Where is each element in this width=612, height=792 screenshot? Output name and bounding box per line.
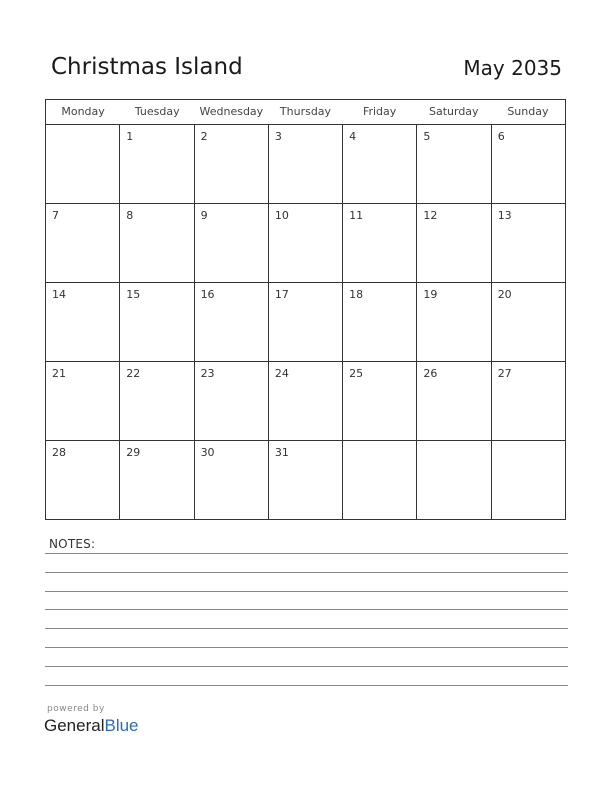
day-number: 7 (52, 209, 59, 222)
day-cell (46, 283, 120, 361)
notes-line (45, 666, 568, 667)
notes-label: NOTES: (49, 537, 96, 551)
day-cell (120, 125, 194, 203)
day-cell (343, 441, 417, 519)
day-number: 26 (423, 367, 438, 380)
day-number: 5 (423, 130, 431, 143)
day-cell (195, 362, 269, 440)
notes-line (45, 685, 568, 686)
notes-line (45, 553, 568, 554)
weekday-header (46, 100, 565, 125)
day-number: 4 (349, 130, 357, 143)
notes-line (45, 628, 568, 629)
day-cell (120, 441, 194, 519)
week-row (46, 283, 565, 362)
day-number: 2 (200, 130, 208, 143)
day-number: 20 (497, 288, 512, 301)
day-cell (269, 204, 343, 282)
day-number: 21 (52, 367, 66, 380)
day-cell (343, 283, 417, 361)
day-cell (492, 362, 565, 440)
weekday-monday: Monday (61, 105, 105, 118)
day-cell (492, 204, 565, 282)
day-cell (195, 283, 269, 361)
day-number: 15 (126, 288, 141, 301)
brand-general: General (44, 716, 105, 735)
weekday-thursday: Thursday (279, 105, 332, 118)
weekday-tuesday: Tuesday (134, 105, 180, 118)
notes-line (45, 591, 568, 592)
weekday-saturday: Saturday (428, 105, 479, 118)
week-row (46, 362, 565, 441)
day-number: 14 (52, 288, 66, 301)
day-number: 24 (274, 367, 289, 380)
day-number: 17 (274, 288, 289, 301)
weekday-friday: Friday (362, 105, 397, 118)
day-number: 27 (497, 367, 512, 380)
day-cell (417, 125, 491, 203)
day-cell (269, 362, 343, 440)
calendar-grid (45, 99, 566, 520)
day-cell (195, 204, 269, 282)
generalblue-logo (44, 716, 139, 736)
day-cell (343, 362, 417, 440)
day-cell (195, 441, 269, 519)
day-cell (343, 125, 417, 203)
day-cell (46, 125, 120, 203)
notes-line (45, 609, 568, 610)
brand-blue: Blue (104, 716, 139, 735)
day-number: 30 (200, 446, 215, 459)
calendar-title: Christmas Island (51, 54, 243, 80)
day-number: 3 (274, 130, 282, 143)
day-cell (46, 362, 120, 440)
day-cell (492, 125, 565, 203)
weekday-sunday: Sunday (507, 105, 549, 118)
day-number: 9 (200, 209, 208, 222)
day-cell (343, 204, 417, 282)
notes-line (45, 647, 568, 648)
month-year: May 2035 (463, 56, 562, 80)
day-cell (492, 441, 565, 519)
day-number: 10 (274, 209, 289, 222)
week-row (46, 204, 565, 283)
notes-line (45, 572, 568, 573)
powered-by-text: powered by (47, 704, 105, 714)
day-number: 6 (497, 130, 505, 143)
day-cell (46, 441, 120, 519)
day-number: 18 (349, 288, 364, 301)
day-number: 1 (126, 130, 134, 143)
week-row (46, 441, 565, 519)
week-row (46, 125, 565, 204)
day-cell (46, 204, 120, 282)
day-number: 31 (274, 446, 289, 459)
day-number: 22 (126, 367, 141, 380)
day-number: 23 (200, 367, 215, 380)
day-number: 28 (52, 446, 66, 459)
day-cell (492, 283, 565, 361)
day-cell (417, 204, 491, 282)
weekday-wednesday: Wednesday (199, 105, 264, 118)
day-number: 19 (423, 288, 438, 301)
day-number: 16 (200, 288, 215, 301)
day-cell (269, 283, 343, 361)
day-number: 25 (349, 367, 364, 380)
day-number: 13 (497, 209, 512, 222)
day-cell (417, 283, 491, 361)
day-number: 29 (126, 446, 141, 459)
day-cell (195, 125, 269, 203)
day-cell (417, 441, 491, 519)
day-number: 11 (349, 209, 364, 222)
day-cell (269, 125, 343, 203)
day-cell (417, 362, 491, 440)
day-cell (120, 362, 194, 440)
day-number: 12 (423, 209, 438, 222)
day-number: 8 (126, 209, 134, 222)
day-cell (120, 204, 194, 282)
day-cell (120, 283, 194, 361)
day-cell (269, 441, 343, 519)
